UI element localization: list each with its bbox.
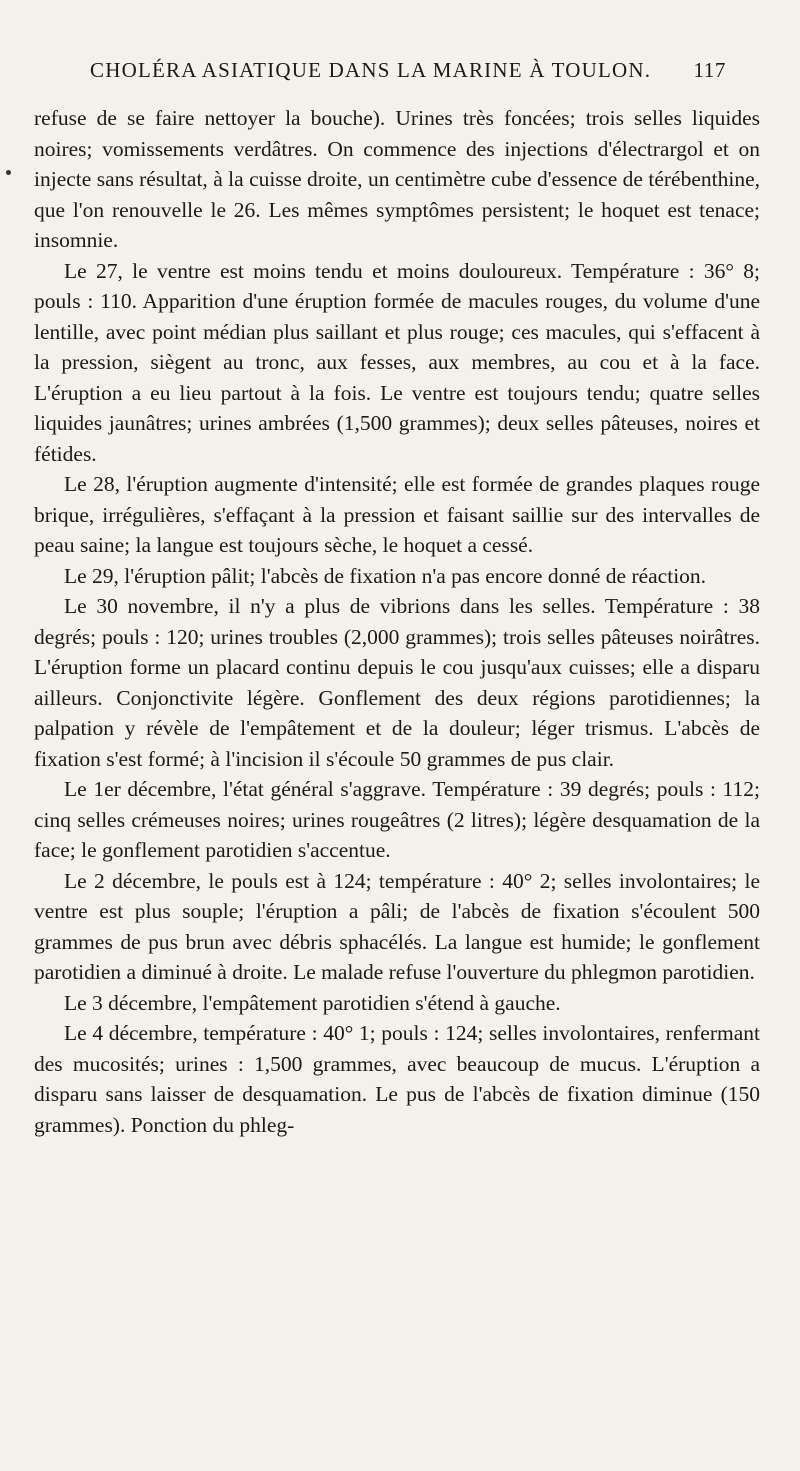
running-header [90, 58, 726, 83]
running-title: CHOLÉRA ASIATIQUE DANS LA MARINE À TOULON. [90, 58, 652, 82]
paragraph-3-decembre: Le 3 décembre, l'empâtement parotidien s'étend à gauche. [64, 990, 561, 1015]
paragraph-continuation: refuse de se faire nettoyer la bouche). Urines très foncées; trois selles liquides noires; vomissements verdâtres. On commence des injections d'électrargol et on injecte sans résultat, à la cuisse droite, un centimètre cube d'essence de térébenthine, que l'on renouvelle le 26. Les mêmes symptômes persistent; le hoquet est tenace; insomnie. [34, 106, 760, 252]
paragraph-27: Le 27, le ventre est moins tendu et moins douloureux. Température : 36° 8; pouls : 110. Apparition d'une éruption formée de macules rouges, du volume d'une lentille, avec point médian plus saillant et plus rouge; ces macules, qui s'effacent à la pression, siègent au tronc, aux fesses, aux membres, au cou et à la face. L'éruption a eu lieu partout à la fois. Le ventre est toujours tendu; quatre selles liquides jaunâtres; urines ambrées (1,500 grammes); deux selles pâteuses, noires et fétides. [34, 258, 760, 466]
paragraph-1-decembre: Le 1er décembre, l'état général s'aggrave. Température : 39 degrés; pouls : 112; cinq selles crémeuses noires; urines rougeâtres (2 litres); légère desquamation de la face; le gonflement parotidien s'accentue. [34, 777, 760, 862]
paragraph-29: Le 29, l'éruption pâlit; l'abcès de fixation n'a pas encore donné de réaction. [64, 563, 707, 588]
paragraph-28: Le 28, l'éruption augmente d'intensité; elle est formée de grandes plaques rouge brique, irrégulières, s'effaçant à la pression et faisant saillie sur des intervalles de peau saine; la langue est toujours sèche, le hoquet a cessé. [34, 472, 760, 557]
margin-speck [6, 170, 11, 175]
page-number: 117 [693, 58, 726, 82]
paragraph-2-decembre: Le 2 décembre, le pouls est à 124; température : 40° 2; selles involontaires; le ventre est plus souple; l'éruption a pâli; de l'abcès de fixation s'écoulent 500 grammes de pus brun avec débris sphacélés. La langue est humide; le gonflement parotidien a diminué à droite. Le malade refuse l'ouverture du phlegmon parotidien. [34, 868, 760, 984]
body-text [34, 103, 760, 1140]
paragraph-30-novembre: Le 30 novembre, il n'y a plus de vibrions dans les selles. Température : 38 degrés; pouls : 120; urines troubles (2,000 grammes); trois selles pâteuses noirâtres. L'éruption forme un placard continu depuis le cou jusqu'aux cuisses; elle a disparu ailleurs. Conjonctivite légère. Gonflement des deux régions parotidiennes; la palpation y révèle de l'empâtement et de la douleur; léger trismus. L'abcès de fixation s'est formé; à l'incision il s'écoule 50 grammes de pus clair. [34, 594, 760, 771]
paragraph-4-decembre: Le 4 décembre, température : 40° 1; pouls : 124; selles involontaires, renfermant des mucosités; urines : 1,500 grammes, avec beaucoup de mucus. L'éruption a disparu sans laisser de desquamation. Le pus de l'abcès de fixation diminue (150 grammes). Ponction du phleg- [34, 1021, 760, 1137]
